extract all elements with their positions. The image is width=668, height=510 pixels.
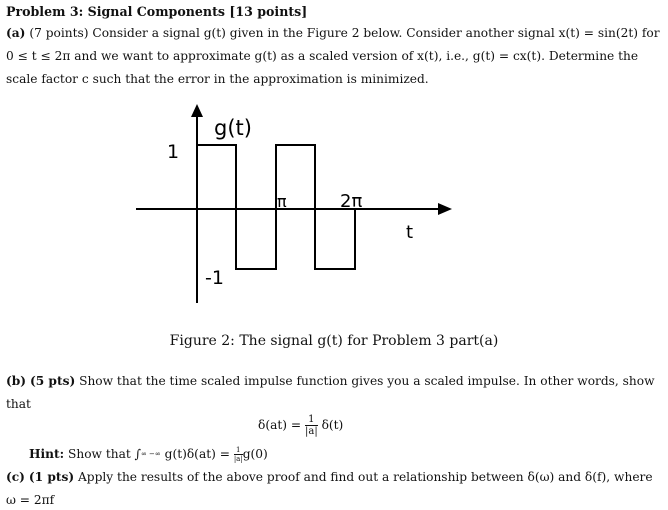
hint-limits: ∞ −∞ [141, 450, 161, 458]
tick-label-2pi: 2π [340, 191, 363, 212]
signal-waveform [197, 145, 355, 269]
tick-label-neg-1: -1 [205, 267, 224, 289]
equation-fraction [305, 414, 318, 437]
part-c-line-1 [6, 470, 653, 485]
problem-title: Problem 3: Signal Components [13 points] [6, 4, 308, 19]
equation-lhs: δ(at) = [258, 418, 302, 432]
part-c-line-2: ω = 2πf [6, 493, 55, 507]
part-a-text-1: (7 points) Consider a signal g(t) given in the Figure 2 below. Consider another signal x(t) = sin(2t) for [29, 26, 660, 40]
equation-numerator: 1 [305, 414, 318, 426]
part-a-line-2: 0 ≤ t ≤ 2π and we want to approximate g(t) as a scaled version of x(t), i.e., g(t) = cx(t). Determine the [6, 49, 639, 63]
part-c-points: (1 pts) [28, 470, 75, 484]
y-axis-arrow [191, 104, 203, 117]
tick-label-pi: π [277, 192, 287, 211]
hint-label: Hint: [29, 447, 65, 461]
part-b-line-2: that [6, 397, 31, 411]
part-a-line-3: scale factor c such that the error in the approximation is minimized. [6, 72, 429, 86]
part-c-text-1: Apply the results of the above proof and find out a relationship between δ(ω) and δ(f), where [78, 470, 653, 484]
x-axis-arrow [438, 203, 452, 215]
part-a-label: (a) [6, 26, 26, 40]
equation-denominator: |a| [304, 426, 318, 437]
part-b-label: (b) [6, 374, 27, 388]
part-b-line-1 [6, 374, 655, 389]
hint-line [29, 446, 268, 463]
figure-caption: Figure 2: The signal g(t) for Problem 3 part(a) [169, 333, 499, 349]
hint-denominator: |a| [233, 455, 243, 463]
x-axis-label: t [406, 222, 414, 243]
hint-fraction [234, 446, 243, 463]
hint-end: g(0) [242, 447, 268, 461]
part-b-points: (5 pts) [29, 374, 76, 388]
hint-numerator: 1 [234, 446, 243, 455]
hint-integrand: g(t)δ(at) = [164, 447, 230, 461]
part-c-label: (c) [6, 470, 25, 484]
hint-text: Show that ∫ [68, 447, 141, 461]
impulse-equation [258, 414, 343, 437]
equation-rhs: δ(t) [321, 418, 344, 432]
part-b-text-1: Show that the time scaled impulse function gives you a scaled impulse. In other words, show [79, 374, 655, 388]
tick-label-1: 1 [167, 141, 180, 163]
y-axis-label: g(t) [214, 116, 252, 140]
